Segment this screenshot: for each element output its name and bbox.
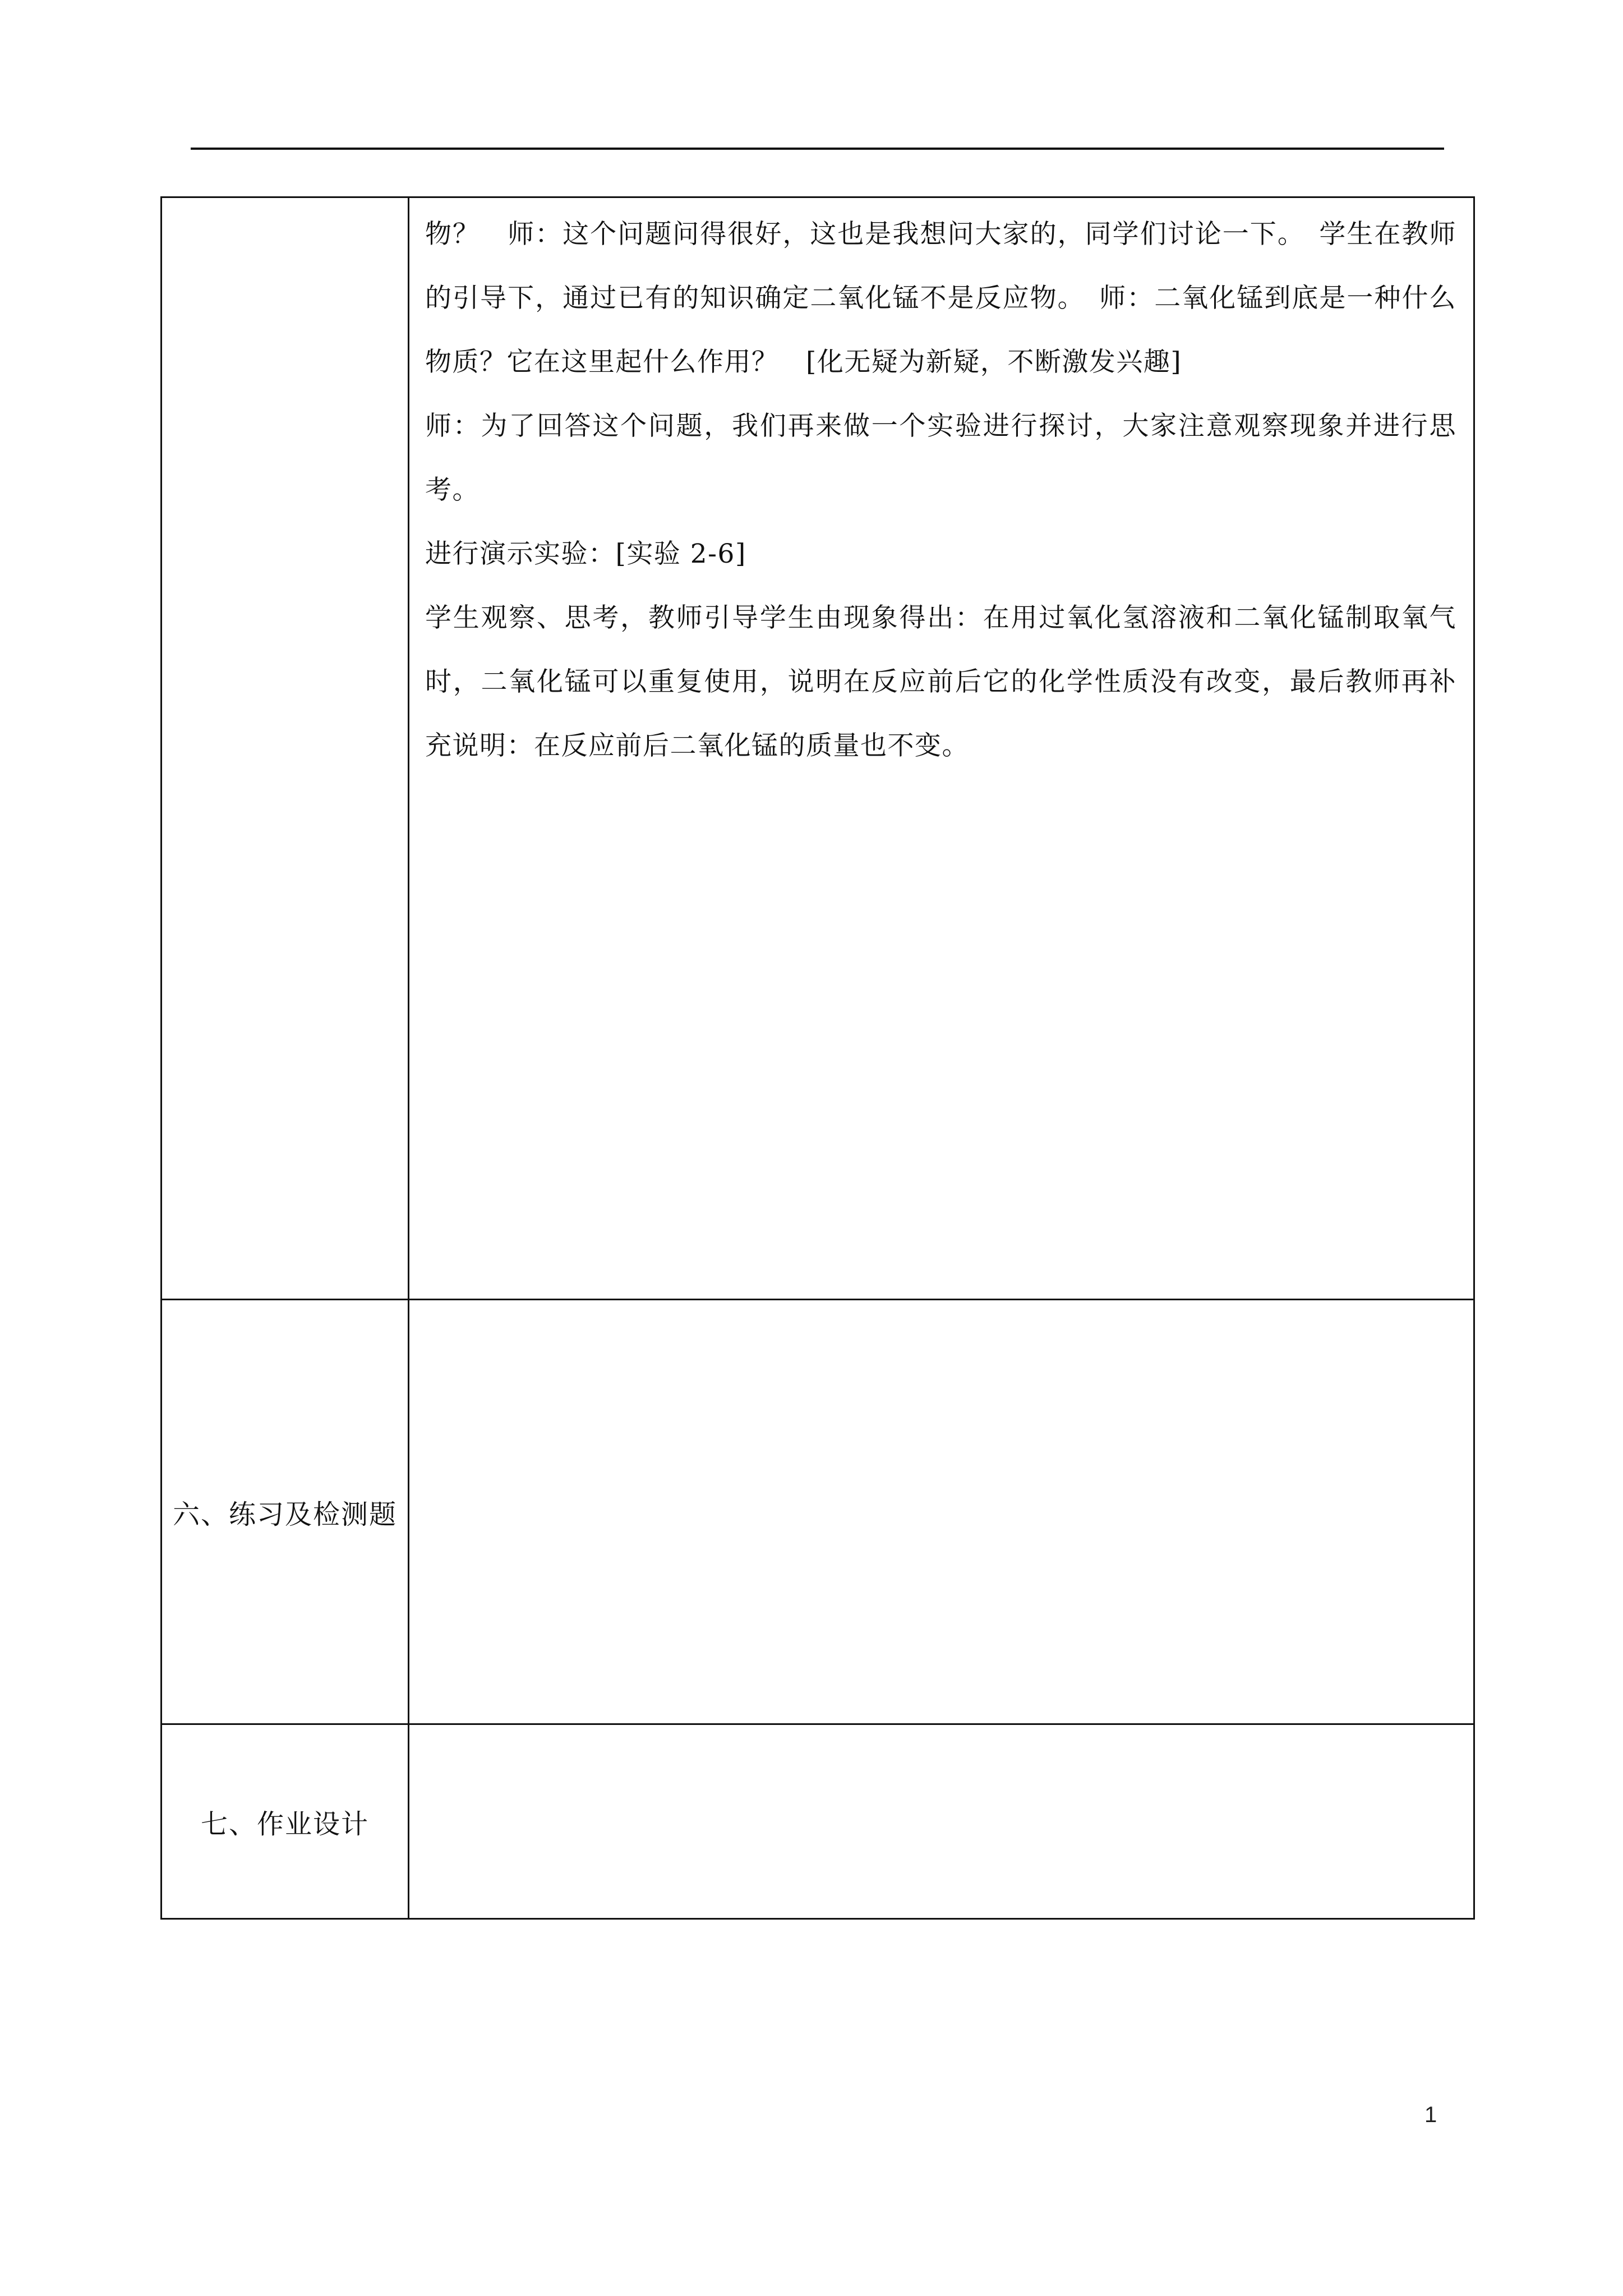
paragraph-discussion: 物？ 师：这个问题问得很好，这也是我想问大家的，同学们讨论一下。 学生在教师的引导下，通过已有的知识确定二氧化锰不是反应物。 师：二氧化锰到底是一种什么物质？它在这里起什么作用？ [化无疑为新疑，不断激发兴趣] — [425, 219, 1456, 378]
header-rule — [191, 148, 1444, 150]
table-row — [162, 197, 1474, 1300]
row-label-exercises: 六、练习及检测题 — [162, 1300, 409, 1724]
row-content-teaching-process — [409, 197, 1474, 1300]
paragraph-experiment-intro: 师：为了回答这个问题，我们再来做一个实验进行探讨，大家注意观察现象并进行思考。 — [425, 411, 1456, 505]
paragraph-conclusion: 学生观察、思考，教师引导学生由现象得出：在用过氧化氢溶液和二氧化锰制取氧气时，二氧化锰可以重复使用，说明在反应前后它的化学性质没有改变，最后教师再补充说明：在反应前后二氧化锰的质量也不变。 — [425, 602, 1456, 761]
row-content-exercises — [409, 1300, 1474, 1724]
row-label-homework: 七、作业设计 — [162, 1724, 409, 1919]
paragraph-demo-experiment: 进行演示实验：[实验 2-6] — [425, 539, 746, 569]
table-row — [162, 1724, 1474, 1919]
row-content-homework — [409, 1724, 1474, 1919]
lesson-plan-table — [160, 196, 1475, 1920]
row-label-teaching-process — [162, 197, 409, 1300]
page-number: 1 — [1424, 2102, 1437, 2127]
table-row — [162, 1300, 1474, 1724]
